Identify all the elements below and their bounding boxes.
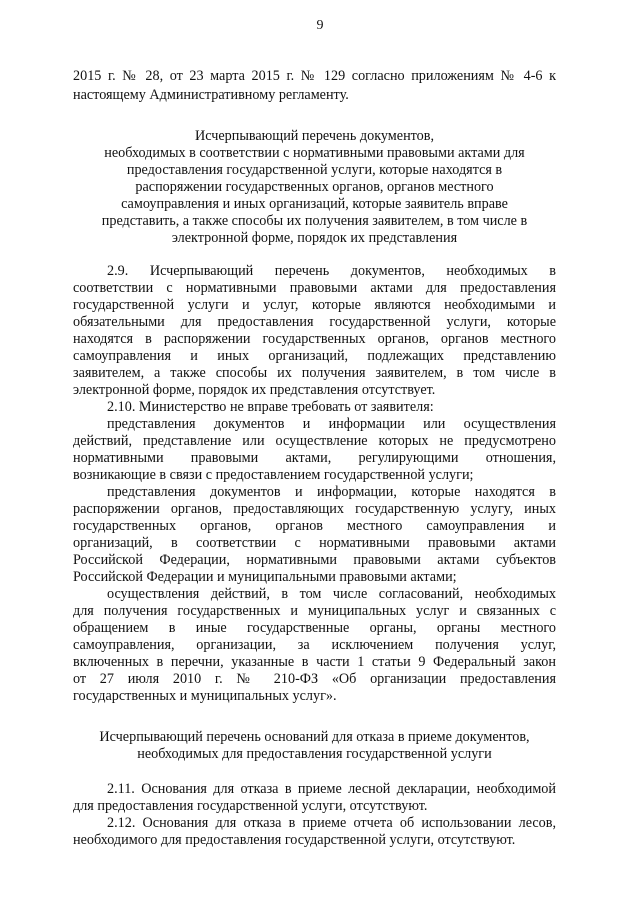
paragraph-line: заявителем, а также способы их получения заявителем, в том числе в (73, 365, 556, 381)
paragraph-line: 2.11. Основания для отказа в приеме лесной декларации, необходимой (107, 781, 556, 797)
paragraph-line: от 27 июля 2010 г. № 210-ФЗ «Об организации предоставления (73, 671, 556, 687)
paragraph-line: распоряжении органов, предоставляющих государственную услугу, иных (73, 501, 556, 517)
section-heading-line: электронной форме, порядок их представления (171, 230, 458, 246)
intro-line: 2015 г. № 28, от 23 марта 2015 г. № 129 согласно приложениям № 4-6 к (73, 68, 556, 84)
paragraph-line: действий, представление или осуществление которых не предусмотрено (73, 433, 556, 449)
paragraph-line: государственной услуги и услуг, которые являются необходимыми и (73, 297, 556, 313)
paragraph-line: соответствии с нормативными правовыми актами для предоставления (73, 280, 556, 296)
paragraph-line: электронной форме, порядок их представления отсутствует. (73, 382, 436, 398)
section-heading-line: Исчерпывающий перечень оснований для отказа в приеме документов, (99, 729, 530, 745)
paragraph-line: государственных органов, органов местного самоуправления и (73, 518, 556, 534)
paragraph-line: 2.12. Основания для отказа в приеме отчета об использовании лесов, (107, 815, 556, 831)
section-heading-line: представить, а также способы их получения заявителем, в том числе в (101, 213, 528, 229)
paragraph-line: Российской Федерации и муниципальными правовыми актами; (73, 569, 457, 585)
paragraph-line: самоуправления, организации, за исключением получения услуг, (73, 637, 556, 653)
paragraph-line: для предоставления государственной услуги, отсутствуют. (73, 798, 428, 814)
paragraph-line: находятся в распоряжении государственных органов, органов местного (73, 331, 556, 347)
paragraph-line: государственных и муниципальных услуг». (73, 688, 337, 704)
intro-line: настоящему Административному регламенту. (73, 87, 349, 103)
paragraph-line: возникающие в связи с предоставлением государственной услуги; (73, 467, 474, 483)
paragraph-line: нормативными правовыми актами, регулирующими отношения, (73, 450, 556, 466)
section-heading-line: Исчерпывающий перечень документов, (194, 128, 435, 144)
paragraph-line: обращением в иные государственные органы, органы местного (73, 620, 556, 636)
paragraph-line: Российской Федерации, нормативными правовыми актами субъектов (73, 552, 556, 568)
paragraph-line: 2.9. Исчерпывающий перечень документов, необходимых в (107, 263, 556, 279)
section-heading-line: предоставления государственной услуги, которые находятся в (126, 162, 503, 178)
section-heading-line: необходимых в соответствии с нормативными правовыми актами для (104, 145, 525, 161)
paragraph-line: организаций, в соответствии с нормативными правовыми актами (73, 535, 556, 551)
paragraph-line: самоуправления и иных организаций, подлежащих представлению (73, 348, 556, 364)
section-heading-line: распоряжении государственных органов, органов местного (135, 179, 494, 195)
paragraph-line: представления документов и информации, которые находятся в (107, 484, 556, 500)
paragraph-line: осуществления действий, в том числе согласований, необходимых (107, 586, 556, 602)
paragraph-line: включенных в перечни, указанные в части 1 статьи 9 Федеральный закон (73, 654, 556, 670)
paragraph-line: представления документов и информации или осуществления (107, 416, 556, 432)
section-heading-line: самоуправления и иных организаций, которые заявитель вправе (121, 196, 508, 212)
page-number: 9 (316, 18, 324, 33)
paragraph-line: необходимого для предоставления государственной услуги, отсутствуют. (73, 832, 516, 848)
paragraph-line: для получения государственных и муниципальных услуг и связанных с (73, 603, 556, 619)
paragraph-line: обязательными для предоставления государственной услуги, которые (73, 314, 556, 330)
paragraph-line: 2.10. Министерство не вправе требовать от заявителя: (107, 399, 434, 415)
section-heading-line: необходимых для предоставления государственной услуги (137, 746, 492, 762)
